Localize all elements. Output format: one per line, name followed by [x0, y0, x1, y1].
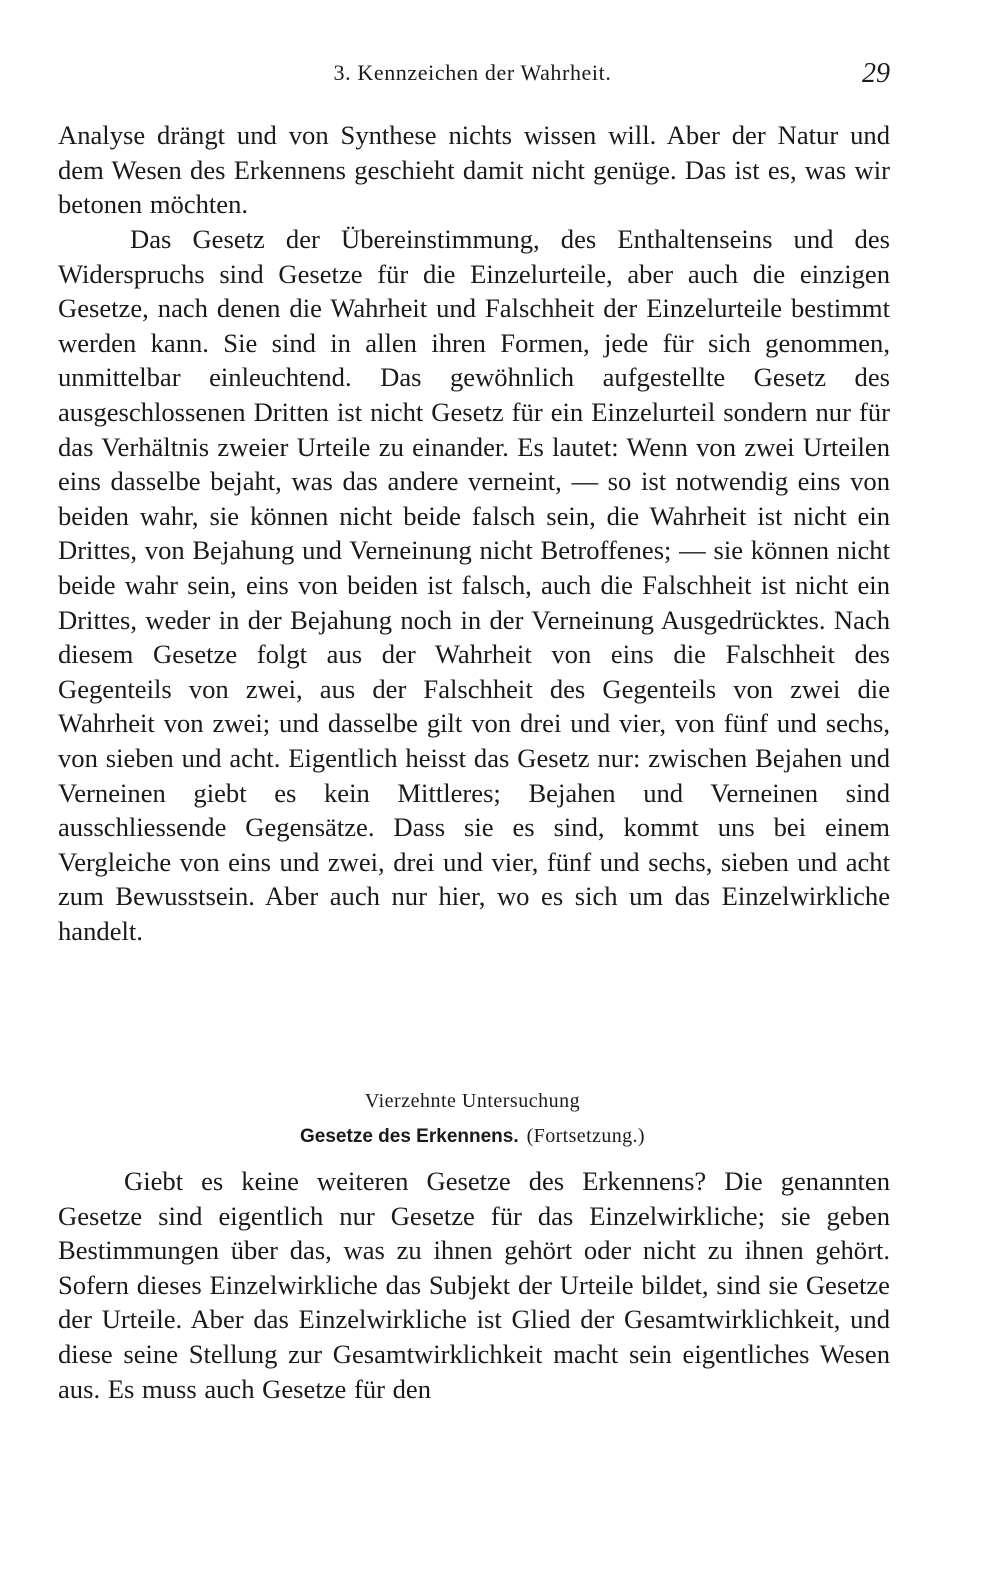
section-title-suffix: (Fortsetzung.) — [526, 1125, 645, 1147]
running-head — [55, 56, 890, 92]
section-title — [55, 1125, 890, 1148]
paragraph-further-laws: Giebt es keine weiteren Gesetze des Erkennens? Die genannten Gesetze sind eigentlich nur Gesetze für das Einzelwirkliche; sie geben Bestimmungen über das, was zu ihnen gehört oder nicht zu ihnen gehört. Sofern dieses Einzelwirkliche das Subjekt der Urteile bildet, sind sie Gesetze der Urteile. Aber das Einzelwirkliche ist Glied der Gesamtwirklichkeit, und diese seine Stellung zur Gesamtwirklichkeit macht sein eigentliches Wesen aus. Es muss auch Gesetze für den — [58, 1166, 890, 1404]
section-label: Vierzehnte Untersuchung — [364, 1090, 581, 1112]
running-title: 3. Kennzeichen der Wahrheit. — [333, 60, 612, 85]
page-number: 29 — [862, 58, 890, 89]
section-title-main: Gesetze des Erkennens. — [300, 1126, 519, 1147]
paragraph-excluded-middle: Das Gesetz der Übereinstimmung, des Enthaltenseins und des Widerspruchs sind Gesetze für die Einzelurteile, aber auch die einzigen Gesetze, nach denen die Wahrheit und Falschheit der Einzelurteile bestimmt werden kann. Sie sind in allen ihren Formen, jede für sich genommen, unmittelbar einleuchtend. Das gewöhnlich aufgestellte Gesetz des ausgeschlossenen Dritten ist nicht Gesetz für ein Einzelurteil sondern nur für das Verhältnis zweier Urteile zu einander. Es lautet: Wenn von zwei Urteilen eins dasselbe bejaht, was das andere verneint, — so ist notwendig eins von beiden wahr, sie können nicht beide falsch sein, die Wahrheit ist nicht ein Drittes, von Bejahung und Verneinung nicht Betroffenes; — sie können nicht beide wahr sein, eins von beiden ist falsch, auch die Falschheit ist nicht ein Drittes, weder in der Bejahung noch in der Verneinung Ausgedrücktes. Nach diesem Gesetze folgt aus der Wahrheit von eins die Falschheit des Gegenteils von zwei, aus der Falschheit des Gegenteils von zwei die Wahrheit von zwei; und dasselbe gilt von drei und vier, von fünf und sechs, von sieben und acht. Eigentlich heisst das Gesetz nur: zwischen Bejahen und Verneinen giebt es kein Mittleres; Bejahen und Verneinen sind ausschliessende Gegensätze. Dass sie es sind, kommt uns bei einem Vergleiche von eins und zwei, drei und vier, fünf und sechs, sieben und acht zum Bewusstsein. Aber auch nur hier, wo es sich um das Einzelwirkliche handelt. — [58, 224, 890, 946]
paragraph-continuation: Analyse drängt und von Synthese nichts wissen will. Aber der Natur und dem Wesen des Erkennens geschieht damit nicht genüge. Das ist es, was wir betonen möchten. — [58, 120, 890, 220]
